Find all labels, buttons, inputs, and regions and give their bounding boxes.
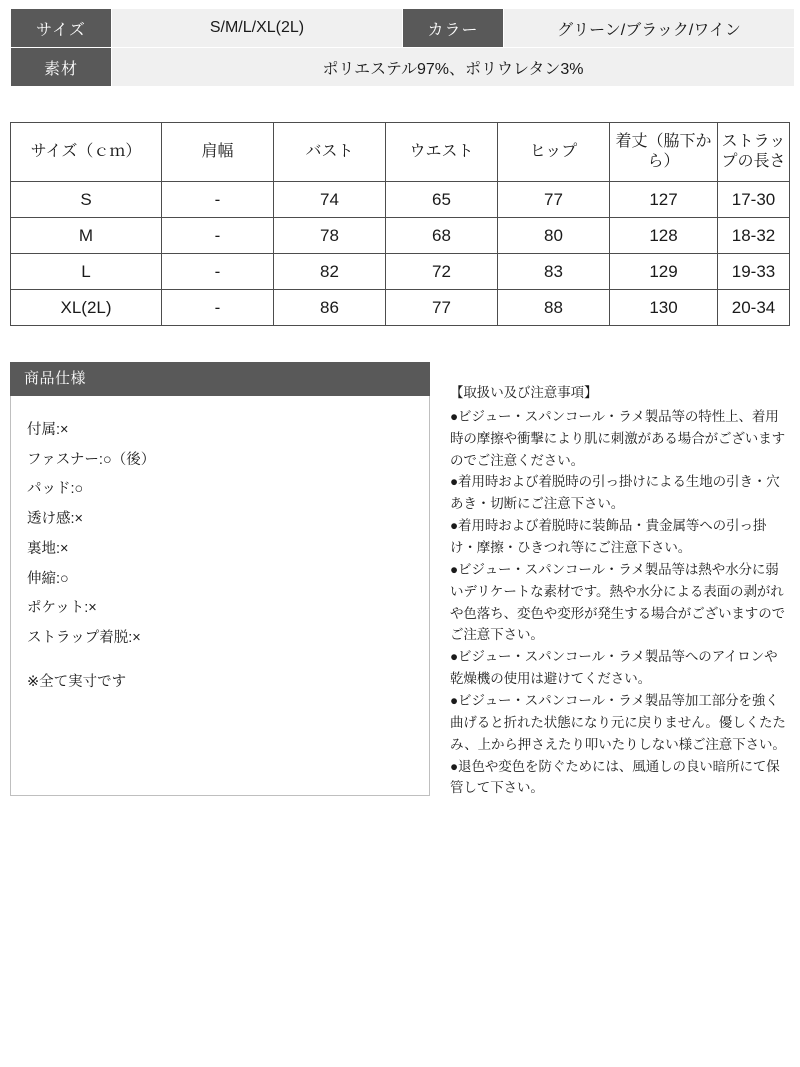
table-row	[11, 218, 790, 254]
care-note-item: ●ビジュー・スパンコール・ラメ製品等の特性上、着用時の摩擦や衝撃により肌に刺激がある場合がございますのでご注意ください。	[450, 408, 785, 468]
care-note-item: ●着用時および着脱時に装飾品・貴金属等への引っ掛け・摩擦・ひきつれ等にご注意下さい。	[450, 518, 767, 556]
cell-size: XL(2L)	[11, 290, 162, 326]
spec-item: ポケット:×	[27, 600, 97, 617]
cell-shoulder: -	[162, 218, 274, 254]
table-row	[11, 254, 790, 290]
cell-bust: 82	[274, 254, 386, 290]
table-row	[11, 48, 795, 87]
spec-note: ※全て実寸です	[27, 673, 127, 690]
col-header-size: サイズ（ｃｍ）	[11, 123, 162, 182]
cell-waist: 77	[386, 290, 498, 326]
product-spec-summary-table	[10, 8, 795, 87]
spec-item: 付属:×	[27, 422, 69, 438]
cell-length: 129	[610, 254, 718, 290]
care-note-item: ●退色や変色を防ぐためには、風通しの良い暗所にて保管して下さい。	[450, 758, 780, 796]
cell-bust: 74	[274, 182, 386, 218]
spec-item: パッド:○	[27, 481, 84, 498]
table-row	[11, 182, 790, 218]
measurement-table	[10, 122, 790, 326]
product-spec-box	[10, 362, 430, 796]
col-header-hip: ヒップ	[498, 123, 610, 182]
col-header-length: 着丈（脇下から）	[610, 123, 718, 182]
cell-size: S	[11, 182, 162, 218]
spec-label-color: カラー	[403, 9, 504, 48]
cell-hip: 83	[498, 254, 610, 290]
spec-item: ストラップ着脱:×	[27, 630, 141, 647]
cell-strap-length: 17-30	[718, 182, 790, 218]
care-note-item: ●ビジュー・スパンコール・ラメ製品等は熱や水分に弱いデリケートな素材です。熱や水分による表面の剥がれや色落ち、変色や変形が発生する場合がございますのでご注意下さい。	[450, 561, 785, 643]
cell-bust: 78	[274, 218, 386, 254]
table-row	[11, 290, 790, 326]
table-row	[11, 9, 795, 48]
col-header-shoulder: 肩幅	[162, 123, 274, 182]
spec-item: 裏地:×	[27, 540, 69, 557]
cell-waist: 65	[386, 182, 498, 218]
cell-hip: 80	[498, 218, 610, 254]
col-header-waist: ウエスト	[386, 123, 498, 182]
col-header-strap-length: ストラップの長さ	[718, 123, 790, 182]
care-note-item: ●ビジュー・スパンコール・ラメ製品等へのアイロンや乾燥機の使用は避けてください。	[450, 649, 778, 687]
cell-hip: 77	[498, 182, 610, 218]
cell-waist: 68	[386, 218, 498, 254]
cell-strap-length: 19-33	[718, 254, 790, 290]
cell-shoulder: -	[162, 290, 274, 326]
cell-length: 130	[610, 290, 718, 326]
table-header-row	[11, 123, 790, 182]
col-header-bust: バスト	[274, 123, 386, 182]
care-notes-title: 【取扱い及び注意事項】	[450, 385, 598, 400]
spec-item: 透け感:×	[27, 511, 83, 528]
spec-item: ファスナー:○（後）	[27, 451, 156, 468]
cell-size: L	[11, 254, 162, 290]
spec-value-color: グリーン/ブラック/ワイン	[504, 9, 795, 48]
cell-strap-length: 20-34	[718, 290, 790, 326]
cell-waist: 72	[386, 254, 498, 290]
cell-strap-length: 18-32	[718, 218, 790, 254]
cell-length: 128	[610, 218, 718, 254]
cell-hip: 88	[498, 290, 610, 326]
spec-label-material: 素材	[11, 48, 112, 87]
spec-value-size: S/M/L/XL(2L)	[112, 9, 403, 48]
spec-item: 伸縮:○	[27, 570, 69, 587]
cell-size: M	[11, 218, 162, 254]
care-notes	[450, 382, 790, 799]
cell-length: 127	[610, 182, 718, 218]
care-note-item: ●着用時および着脱時の引っ掛けによる生地の引き・穴あき・切断にご注意下さい。	[450, 474, 780, 512]
care-note-item: ●ビジュー・スパンコール・ラメ製品等加工部分を強く曲げると折れた状態になり元に戻りません。優しくたたみ、上から押さえたり叩いたりしない様ご注意下さい。	[450, 693, 786, 752]
spec-value-material: ポリエステル97%、ポリウレタン3%	[112, 48, 795, 87]
product-spec-body	[10, 396, 430, 796]
spec-label-size: サイズ	[11, 9, 112, 48]
cell-bust: 86	[274, 290, 386, 326]
cell-shoulder: -	[162, 182, 274, 218]
product-spec-title: 商品仕様	[10, 362, 430, 396]
cell-shoulder: -	[162, 254, 274, 290]
